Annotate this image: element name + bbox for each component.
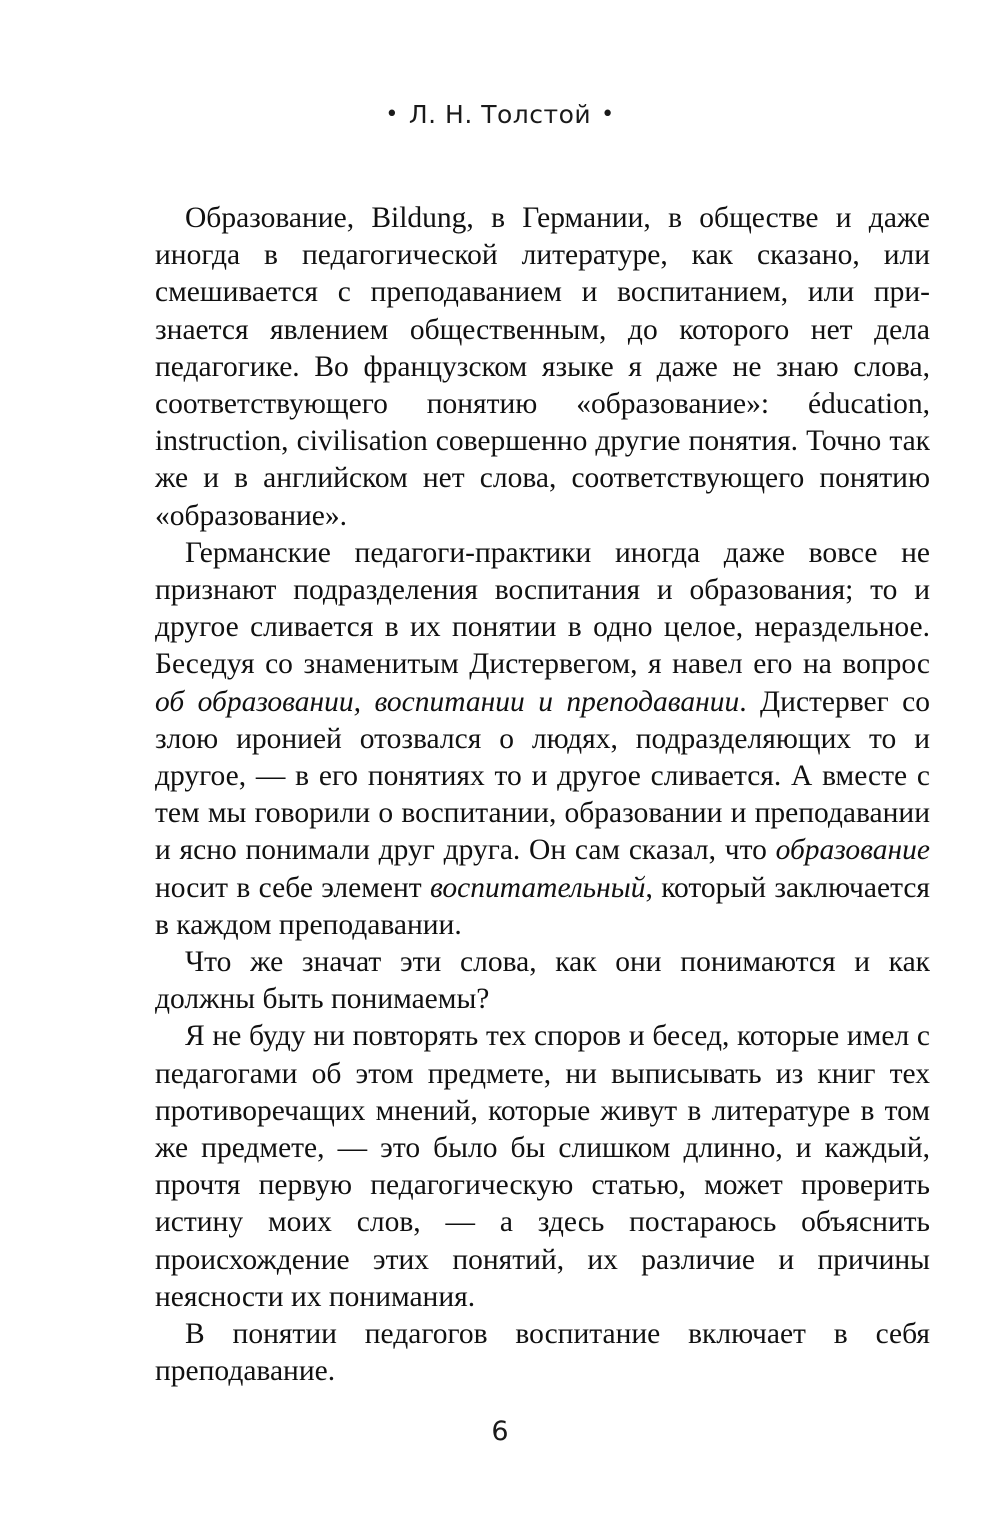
bullet-left: • <box>385 102 399 127</box>
paragraph-1: Образование, Bildung, в Германии, в обществе и даже иногда в педагогической литературе, как сказано, или смешивается с преподаванием и воспитанием, или признается явлением общественным, до которого нет дела педагогике. Во французском языке я даже не знаю слова, соответствующего понятию «образование»: éducation, instruction, civilisation совершенно другие понятия. Точно так же и в английском нет слова, соответствующего понятию «образование». <box>155 202 930 532</box>
paragraph-2 <box>155 535 930 944</box>
running-header <box>0 100 1000 129</box>
running-title: Л. Н. Толстой <box>408 100 592 129</box>
paragraph-2-text-2: . Дистервег со злою иронией отозвался о людях, подразделяющих то и другое, — в его понятиях то и другое сливается. А вместе с тем мы говорили о воспитании, образовании и преподавании и ясно понимали друг друга. Он сам сказал, что <box>155 685 930 867</box>
paragraph-4: Я не буду ни повторять тех споров и бесед, которые имел с педагогами об этом предмете, ни выписывать из книг тех противоречащих мнений, которые живут в литературе в том же предмете, — это было бы слишком длинно, и каждый, прочтя первую педагогическую статью, может проверить истину моих слов, — а здесь постараюсь объяснить происхождение этих понятий, их различие и причины неясности их понимания. <box>155 1020 930 1313</box>
bullet-right: • <box>601 102 615 127</box>
paragraph-2-text-1: Германские педагоги-практики иногда даже вовсе не признают подразделения воспитания и образования; то и другое сливается в их понятии в одно целое, нераздельное. Беседуя со знаменитым Дистервегом, я навел его на вопрос <box>155 536 930 681</box>
paragraph-2-italic-3: воспитательный <box>429 871 646 904</box>
paragraph-2-text-3: носит в себе элемент <box>155 871 430 904</box>
paragraph-3: Что же значат эти слова, как они понимаются и как должны быть понимаемы? <box>155 946 930 1016</box>
paragraph-2-italic-1: об образовании, воспитании и преподавании <box>155 685 740 718</box>
paragraph-5: В понятии педагогов воспитание включает в себя преподавание. <box>155 1318 930 1388</box>
paragraph-2-text-4: , который заключается в каждом преподавании. <box>155 871 930 941</box>
body-text <box>155 200 930 1391</box>
page-number: 6 <box>491 1416 509 1447</box>
paragraph-2-italic-2: образование <box>775 834 930 867</box>
